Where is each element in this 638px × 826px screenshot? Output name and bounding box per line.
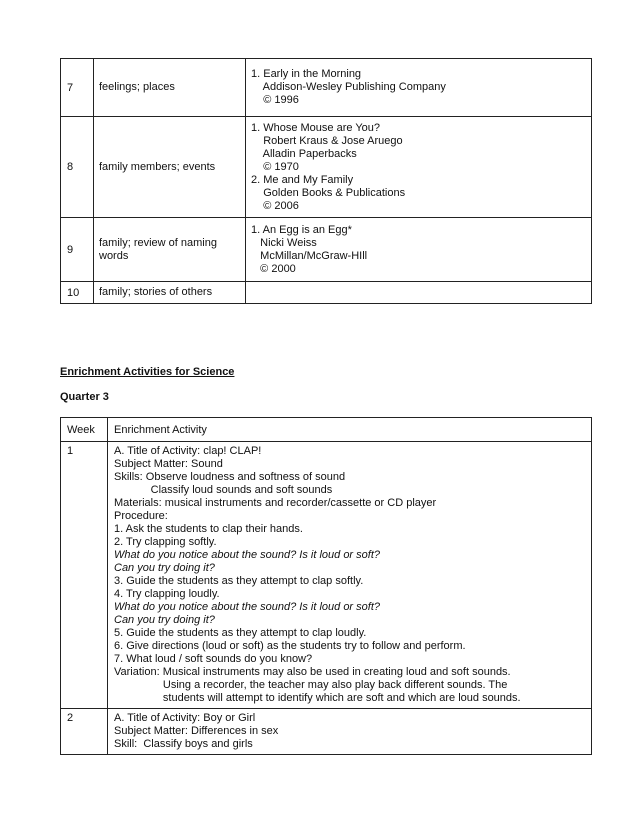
header-activity: Enrichment Activity bbox=[108, 418, 592, 442]
activity-line: What do you notice about the sound? Is it loud or soft? bbox=[114, 549, 381, 561]
activity-cell bbox=[108, 442, 592, 709]
material-line: © 1996 bbox=[251, 94, 299, 106]
topic-text: family; stories of others bbox=[99, 286, 213, 298]
week-cell: 1 bbox=[61, 442, 108, 709]
topic-cell bbox=[94, 218, 246, 282]
material-line: Addison-Wesley Publishing Company bbox=[251, 81, 446, 93]
activity-line: Can you try doing it? bbox=[114, 614, 215, 626]
topic-text: words bbox=[99, 249, 129, 262]
header-week: Week bbox=[61, 418, 108, 442]
activity-line: 7. What loud / soft sounds do you know? bbox=[114, 653, 313, 665]
activity-line: Subject Matter: Sound bbox=[114, 458, 223, 470]
week-cell bbox=[61, 218, 94, 282]
table-row bbox=[61, 282, 592, 304]
activity-line: Materials: musical instruments and recorder/cassette or CD player bbox=[114, 497, 437, 509]
week-number: 7 bbox=[67, 81, 74, 94]
activity-line: Classify loud sounds and soft sounds bbox=[114, 484, 333, 496]
week-number: 10 bbox=[67, 286, 80, 299]
activity-line: Skills: Observe loudness and softness of sound bbox=[114, 471, 346, 483]
table-row bbox=[61, 218, 592, 282]
week-cell: 2 bbox=[61, 709, 108, 755]
week-number: 8 bbox=[67, 161, 74, 173]
table-row bbox=[61, 442, 592, 709]
material-line: Nicki Weiss bbox=[251, 236, 317, 249]
week-cell bbox=[61, 117, 94, 218]
topic-text: family; review of naming bbox=[99, 236, 217, 249]
material-line: Robert Kraus & Jose Aruego bbox=[251, 134, 403, 147]
activity-line: A. Title of Activity: Boy or Girl bbox=[114, 712, 256, 724]
section-title: Enrichment Activities for Science bbox=[60, 366, 235, 378]
material-line: © 2000 bbox=[251, 262, 296, 275]
materials-table bbox=[60, 58, 592, 304]
material-line: © 2006 bbox=[251, 199, 299, 212]
week-number: 9 bbox=[67, 243, 74, 256]
activity-line: 1. Ask the students to clap their hands. bbox=[114, 523, 303, 535]
materials-cell bbox=[246, 59, 592, 117]
activity-line: Variation: Musical instruments may also be used in creating loud and soft sounds. bbox=[114, 666, 511, 678]
material-line: McMillan/McGraw-HIll bbox=[251, 249, 368, 262]
topic-text: feelings; places bbox=[99, 81, 175, 93]
topic-cell bbox=[94, 59, 246, 117]
topic-text: family members; events bbox=[99, 160, 216, 173]
table-row bbox=[61, 59, 592, 117]
activity-line: Using a recorder, the teacher may also play back different sounds. The bbox=[114, 679, 508, 691]
activity-line: Procedure: bbox=[114, 510, 168, 522]
activity-line: A. Title of Activity: clap! CLAP! bbox=[114, 445, 262, 457]
material-line: Golden Books & Publications bbox=[251, 186, 406, 199]
material-line: 1. An Egg is an Egg* bbox=[251, 223, 352, 236]
activity-line: 3. Guide the students as they attempt to clap softly. bbox=[114, 575, 364, 587]
topic-cell bbox=[94, 117, 246, 218]
activity-line: Subject Matter: Differences in sex bbox=[114, 725, 279, 737]
quarter-label: Quarter 3 bbox=[60, 391, 109, 403]
materials-cell bbox=[246, 117, 592, 218]
materials-cell bbox=[246, 218, 592, 282]
activity-line: 4. Try clapping loudly. bbox=[114, 588, 220, 600]
activities-table bbox=[60, 417, 592, 755]
activity-line: Skill: Classify boys and girls bbox=[114, 738, 253, 750]
material-line: 2. Me and My Family bbox=[251, 173, 354, 186]
material-line: 1. Whose Mouse are You? bbox=[251, 121, 381, 134]
topic-cell bbox=[94, 282, 246, 304]
activity-line: students will attempt to identify which are soft and which are loud sounds. bbox=[114, 692, 521, 704]
activity-line: What do you notice about the sound? Is it loud or soft? bbox=[114, 601, 381, 613]
activity-line: 2. Try clapping softly. bbox=[114, 536, 217, 548]
material-line: 1. Early in the Morning bbox=[251, 68, 362, 80]
week-cell bbox=[61, 59, 94, 117]
activity-line: Can you try doing it? bbox=[114, 562, 215, 574]
materials-cell bbox=[246, 282, 592, 304]
activity-line: 5. Guide the students as they attempt to clap loudly. bbox=[114, 627, 367, 639]
material-line: Alladin Paperbacks bbox=[251, 147, 357, 160]
activity-line: 6. Give directions (loud or soft) as the students try to follow and perform. bbox=[114, 640, 466, 652]
material-line: © 1970 bbox=[251, 160, 299, 173]
table-row bbox=[61, 117, 592, 218]
table-row bbox=[61, 709, 592, 755]
week-cell bbox=[61, 282, 94, 304]
activity-cell bbox=[108, 709, 592, 755]
header-row bbox=[61, 418, 592, 442]
